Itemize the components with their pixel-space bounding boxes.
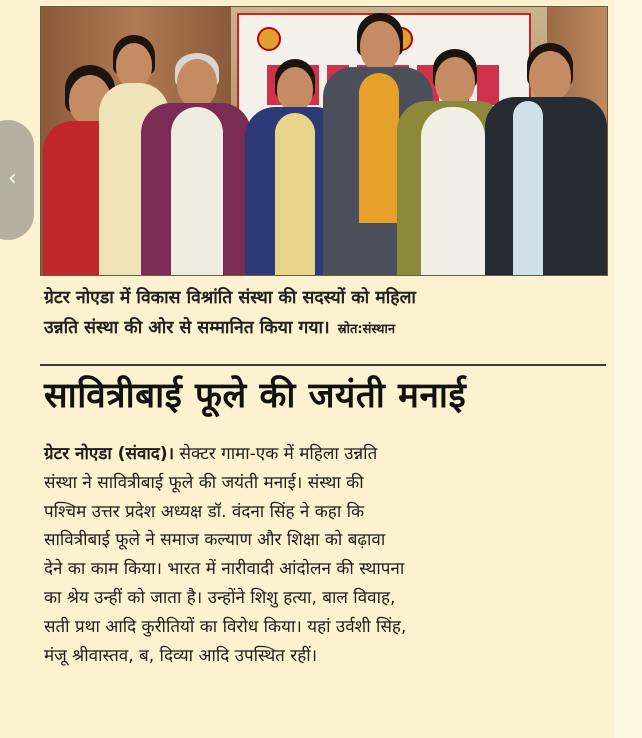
caption-line-2-text: उन्नति संस्था की ओर से सम्मानित किया गया। [44, 318, 330, 338]
article-line-7: सती प्रथा आदि कुरीतियों का विरोध किया। यहां उर्वशी सिंह, [44, 616, 407, 637]
caption-line-1: ग्रेटर नोएडा में विकास विश्रांति संस्था की सदस्यों को महिला [44, 288, 416, 308]
article-line-5: देने का काम किया। भारत में नारीवादी आंदोलन की स्थापना [44, 559, 405, 580]
caption-line-2 [44, 313, 604, 345]
article-body [44, 440, 604, 670]
photo-caption [44, 283, 604, 345]
article-line-1 [44, 440, 604, 469]
person-3 [141, 53, 251, 275]
news-photo [40, 6, 608, 276]
section-divider [40, 364, 606, 366]
article-line-1-text: सेक्टर गामा-एक में महिला उन्नति [174, 444, 378, 464]
article-line-3: पश्चिम उत्तर प्रदेश अध्यक्ष डॉ. वंदना सिंह ने कहा कि [44, 501, 365, 522]
person-7 [485, 43, 607, 275]
caption-source: स्रोत:संस्थान [337, 322, 396, 337]
page-edge [614, 0, 642, 738]
chevron-left-icon: ‹ [8, 166, 17, 191]
article-line-4: सावित्रीबाई फूले ने समाज कल्याण और शिक्षा को बढ़ावा [44, 530, 386, 551]
article-headline: सावित्रीबाई फूले की जयंती मनाई [44, 376, 467, 416]
article-line-6: का श्रेय उन्हीं को जाता है। उन्होंने शिशु हत्या, बाल विवाह, [44, 587, 396, 608]
banner-emblem-left [257, 27, 281, 51]
article-line-8: मंजू श्रीवास्तव, ब, दिव्या आदि उपस्थित रहीं। [44, 645, 318, 666]
article-line-2: संस्था ने सावित्रीबाई फूले की जयंती मनाई। संस्था की [44, 472, 364, 493]
article-dateline: ग्रेटर नोएडा (संवाद)। [44, 444, 175, 464]
scroll-back-button[interactable] [0, 120, 34, 240]
